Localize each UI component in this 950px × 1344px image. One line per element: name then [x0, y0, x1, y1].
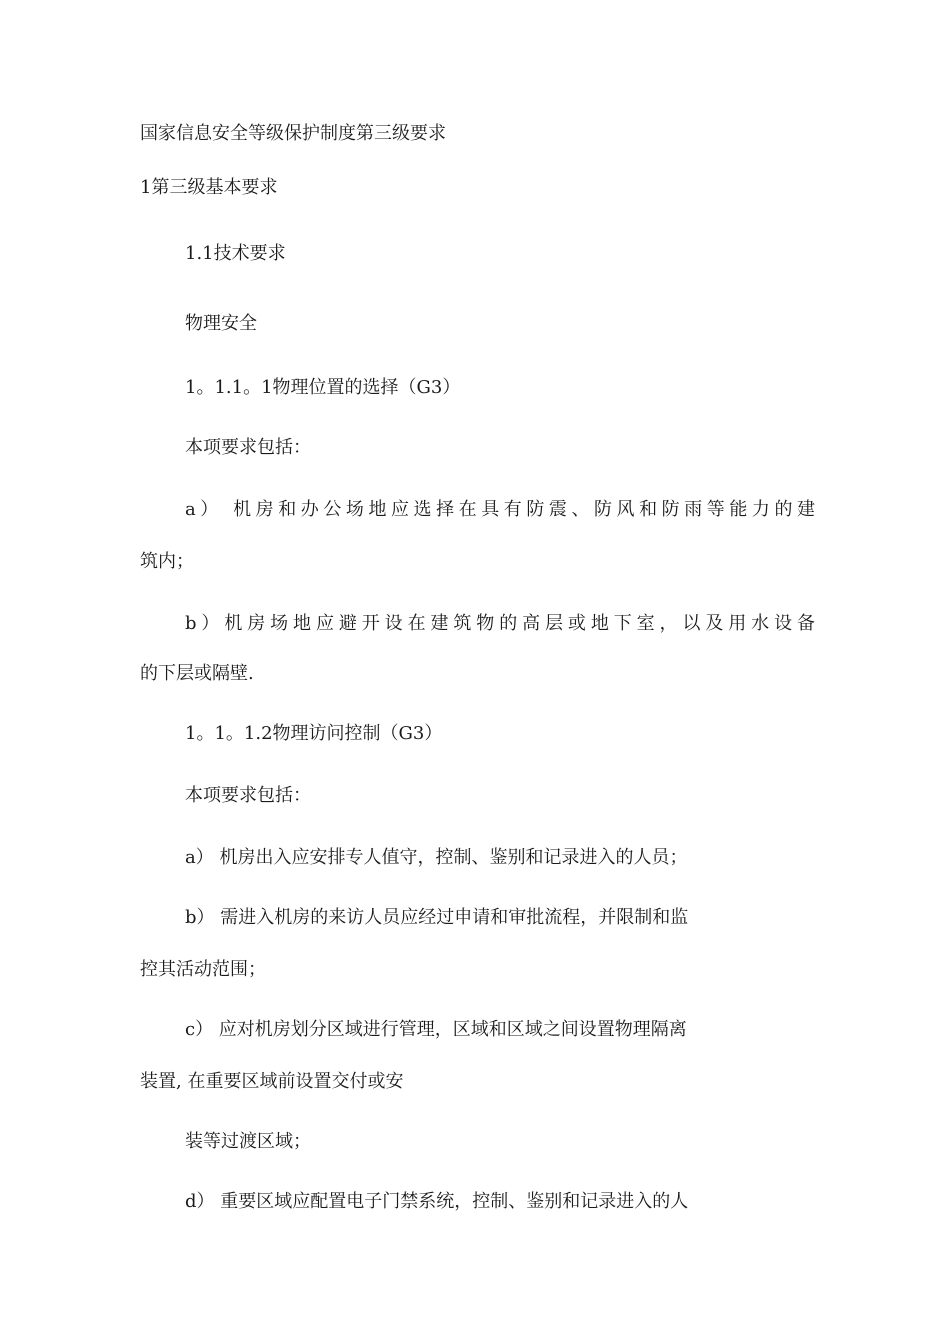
requirement-intro-2: 本项要求包括：: [185, 785, 311, 806]
requirement-b2-line2: 控其活动范围；: [140, 959, 266, 980]
requirement-a1-line1: a） 机房和办公场地应选择在具有防震、防风和防雨等能力的建: [185, 499, 815, 520]
subsection-physical-security: 物理安全: [185, 313, 257, 334]
requirement-intro-1: 本项要求包括：: [185, 437, 311, 458]
requirement-b1-line1: b）机房场地应避开设在建筑物的高层或地下室，以及用水设备: [185, 613, 815, 634]
section-heading-1: 1第三级基本要求: [140, 177, 278, 198]
requirement-d2-line1: d） 重要区域应配置电子门禁系统，控制、鉴别和记录进入的人: [185, 1191, 689, 1212]
item-heading-physical-location: 1。1.1。1物理位置的选择（G3）: [185, 377, 461, 398]
requirement-b2-line1: b） 需进入机房的来访人员应经过申请和审批流程，并限制和监: [185, 907, 689, 928]
requirement-c2-line2: 装置, 在重要区域前设置交付或安: [140, 1071, 404, 1092]
requirement-a1-line2: 筑内；: [140, 551, 194, 572]
requirement-c2-line1: c） 应对机房划分区域进行管理，区域和区域之间设置物理隔离: [185, 1019, 687, 1040]
document-title: 国家信息安全等级保护制度第三级要求: [140, 123, 446, 144]
requirement-a2: a） 机房出入应安排专人值守，控制、鉴别和记录进入的人员；: [185, 847, 688, 868]
requirement-c2-line3: 装等过渡区域；: [185, 1131, 311, 1152]
requirement-b1-line2: 的下层或隔壁.: [140, 663, 254, 684]
section-heading-1-1: 1.1技术要求: [185, 243, 286, 264]
item-heading-access-control: 1。1。1.2物理访问控制（G3）: [185, 723, 443, 744]
